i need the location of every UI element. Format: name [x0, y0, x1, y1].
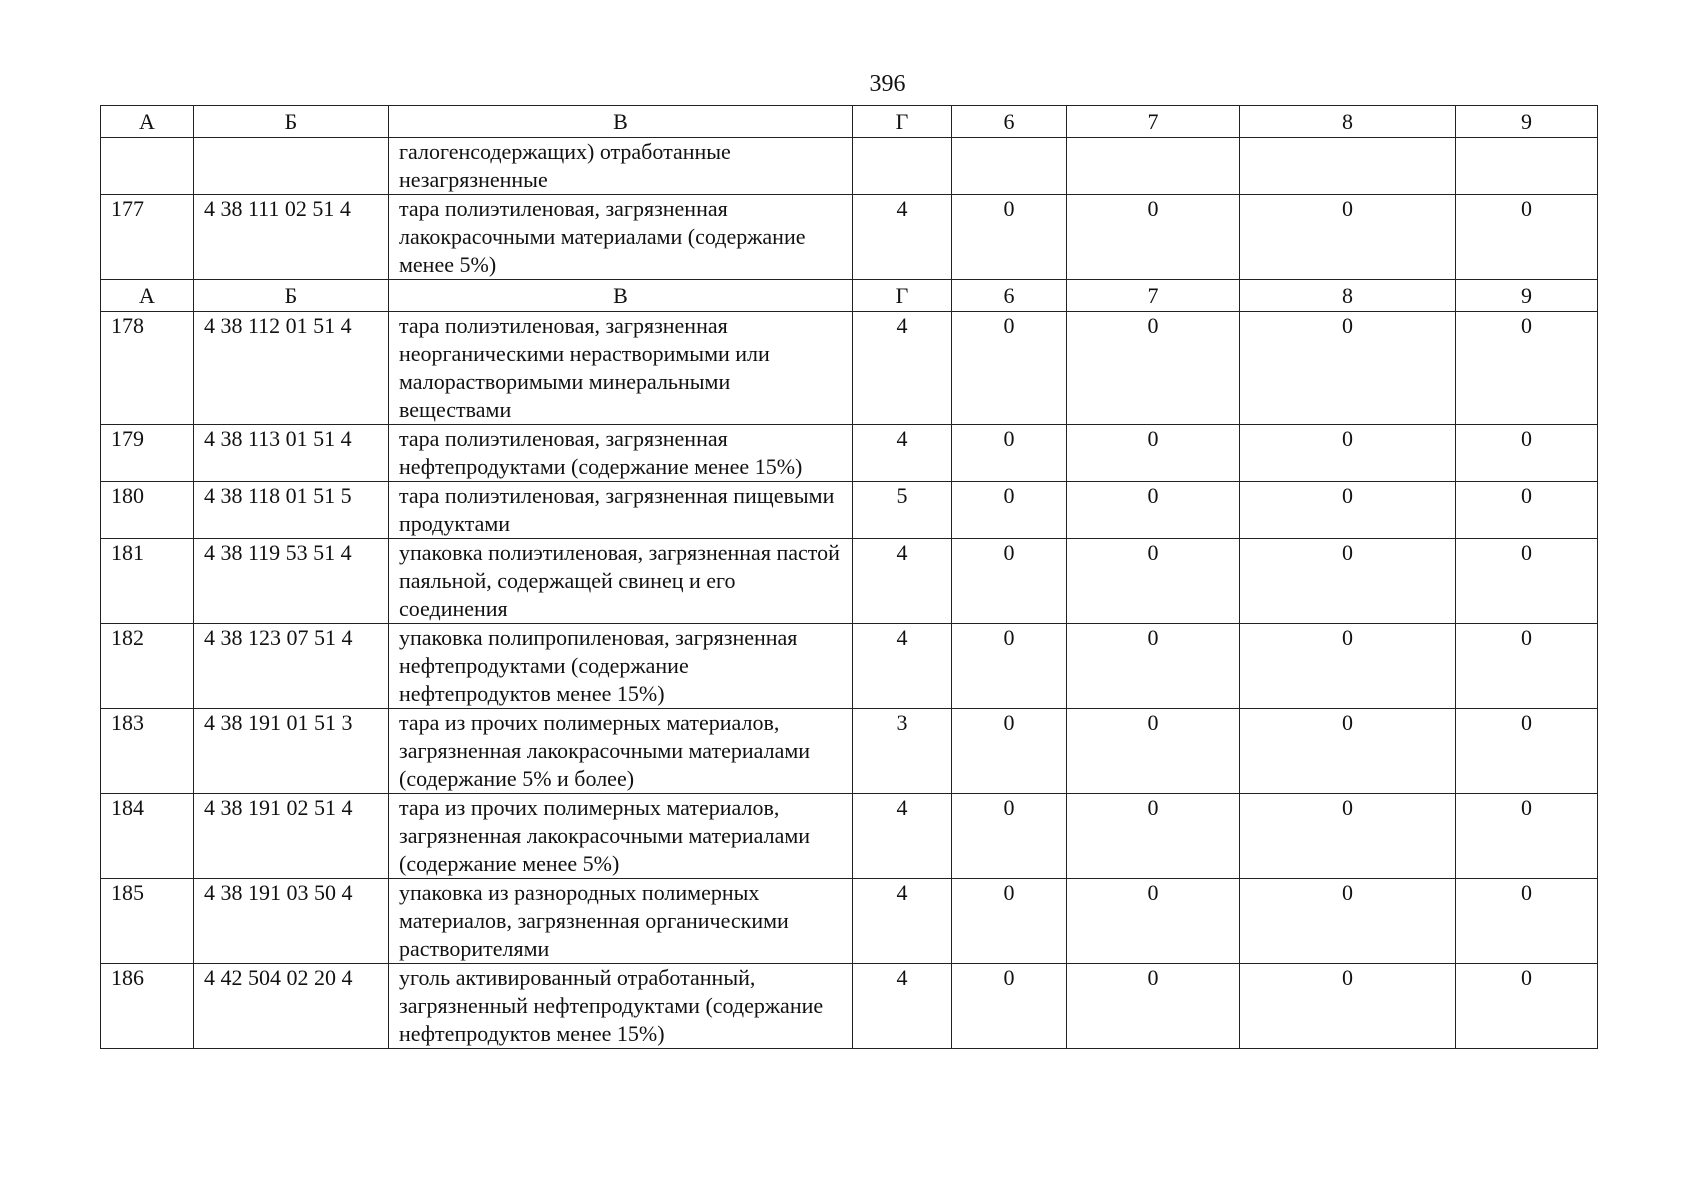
value-col-6 — [952, 138, 1067, 195]
value-col-7: 0 — [1067, 624, 1240, 709]
row-number: 177 — [101, 195, 194, 280]
waste-code: 4 38 123 07 51 4 — [194, 624, 389, 709]
waste-code — [194, 138, 389, 195]
value-col-7: 0 — [1067, 482, 1240, 539]
column-header: 6 — [952, 106, 1067, 138]
row-number — [101, 138, 194, 195]
waste-code: 4 38 118 01 51 5 — [194, 482, 389, 539]
value-col-6: 0 — [952, 539, 1067, 624]
value-col-8: 0 — [1240, 195, 1456, 280]
value-col-7: 0 — [1067, 539, 1240, 624]
column-header: Б — [194, 106, 389, 138]
row-number: 183 — [101, 709, 194, 794]
table-row — [101, 879, 1598, 964]
waste-description: тара из прочих полимерных материалов, загрязненная лакокрасочными материалами (содержание 5% и более) — [389, 709, 853, 794]
table-row — [101, 138, 1598, 195]
value-col-6: 0 — [952, 624, 1067, 709]
value-col-9: 0 — [1456, 195, 1598, 280]
waste-code: 4 42 504 02 20 4 — [194, 964, 389, 1049]
waste-description: тара полиэтиленовая, загрязненная нефтепродуктами (содержание менее 15%) — [389, 425, 853, 482]
waste-description: тара полиэтиленовая, загрязненная неорганическими нерастворимыми или малорастворимыми минеральными веществами — [389, 312, 853, 425]
value-col-9: 0 — [1456, 879, 1598, 964]
waste-code: 4 38 111 02 51 4 — [194, 195, 389, 280]
value-col-8: 0 — [1240, 879, 1456, 964]
value-col-9: 0 — [1456, 964, 1598, 1049]
value-col-8: 0 — [1240, 482, 1456, 539]
row-number: 181 — [101, 539, 194, 624]
value-col-6: 0 — [952, 964, 1067, 1049]
value-col-9: 0 — [1456, 624, 1598, 709]
column-header: В — [389, 280, 853, 312]
column-header: 9 — [1456, 106, 1598, 138]
page-number: 396 — [869, 71, 906, 97]
column-header: 8 — [1240, 280, 1456, 312]
column-header: А — [101, 106, 194, 138]
value-col-9: 0 — [1456, 312, 1598, 425]
value-col-8: 0 — [1240, 624, 1456, 709]
column-header: Г — [853, 280, 952, 312]
value-col-8: 0 — [1240, 964, 1456, 1049]
value-col-8: 0 — [1240, 312, 1456, 425]
value-col-7: 0 — [1067, 794, 1240, 879]
hazard-class: 4 — [853, 624, 952, 709]
hazard-class: 4 — [853, 879, 952, 964]
waste-description: уголь активированный отработанный, загрязненный нефтепродуктами (содержание нефтепродуктов менее 15%) — [389, 964, 853, 1049]
value-col-9: 0 — [1456, 794, 1598, 879]
column-header: 6 — [952, 280, 1067, 312]
waste-description: галогенсодержащих) отработанные незагрязненные — [389, 138, 853, 195]
column-header: 9 — [1456, 280, 1598, 312]
value-col-6: 0 — [952, 195, 1067, 280]
waste-description: тара из прочих полимерных материалов, загрязненная лакокрасочными материалами (содержание менее 5%) — [389, 794, 853, 879]
hazard-class: 5 — [853, 482, 952, 539]
value-col-7: 0 — [1067, 312, 1240, 425]
value-col-6: 0 — [952, 482, 1067, 539]
value-col-6: 0 — [952, 709, 1067, 794]
value-col-7: 0 — [1067, 709, 1240, 794]
table-body — [101, 106, 1598, 1049]
column-header: 7 — [1067, 280, 1240, 312]
table-row — [101, 624, 1598, 709]
waste-code: 4 38 191 02 51 4 — [194, 794, 389, 879]
hazard-class: 4 — [853, 425, 952, 482]
value-col-6: 0 — [952, 794, 1067, 879]
row-number: 180 — [101, 482, 194, 539]
value-col-7 — [1067, 138, 1240, 195]
column-header: 8 — [1240, 106, 1456, 138]
hazard-class: 4 — [853, 964, 952, 1049]
waste-code: 4 38 191 03 50 4 — [194, 879, 389, 964]
value-col-6: 0 — [952, 879, 1067, 964]
waste-description: тара полиэтиленовая, загрязненная лакокрасочными материалами (содержание менее 5%) — [389, 195, 853, 280]
repeated-header-row — [101, 280, 1598, 312]
value-col-6: 0 — [952, 312, 1067, 425]
waste-description: упаковка полиэтиленовая, загрязненная пастой паяльной, содержащей свинец и его соединения — [389, 539, 853, 624]
waste-code: 4 38 112 01 51 4 — [194, 312, 389, 425]
value-col-9: 0 — [1456, 482, 1598, 539]
column-header: В — [389, 106, 853, 138]
value-col-8: 0 — [1240, 709, 1456, 794]
hazard-class: 4 — [853, 195, 952, 280]
waste-code: 4 38 113 01 51 4 — [194, 425, 389, 482]
table-row — [101, 482, 1598, 539]
waste-description: упаковка из разнородных полимерных материалов, загрязненная органическими растворителями — [389, 879, 853, 964]
table-row — [101, 794, 1598, 879]
value-col-7: 0 — [1067, 195, 1240, 280]
hazard-class: 4 — [853, 312, 952, 425]
column-header-row — [101, 106, 1598, 138]
waste-description: тара полиэтиленовая, загрязненная пищевыми продуктами — [389, 482, 853, 539]
column-header: 7 — [1067, 106, 1240, 138]
column-header: А — [101, 280, 194, 312]
value-col-6: 0 — [952, 425, 1067, 482]
value-col-9: 0 — [1456, 709, 1598, 794]
table-row — [101, 539, 1598, 624]
value-col-8: 0 — [1240, 425, 1456, 482]
waste-code: 4 38 191 01 51 3 — [194, 709, 389, 794]
hazard-class: 4 — [853, 794, 952, 879]
value-col-7: 0 — [1067, 425, 1240, 482]
table-row — [101, 195, 1598, 280]
hazard-class: 4 — [853, 539, 952, 624]
waste-description: упаковка полипропиленовая, загрязненная нефтепродуктами (содержание нефтепродуктов менее 15%) — [389, 624, 853, 709]
waste-code: 4 38 119 53 51 4 — [194, 539, 389, 624]
value-col-7: 0 — [1067, 879, 1240, 964]
table-row — [101, 425, 1598, 482]
row-number: 178 — [101, 312, 194, 425]
value-col-9 — [1456, 138, 1598, 195]
value-col-9: 0 — [1456, 425, 1598, 482]
value-col-8: 0 — [1240, 794, 1456, 879]
table-row — [101, 312, 1598, 425]
value-col-7: 0 — [1067, 964, 1240, 1049]
row-number: 186 — [101, 964, 194, 1049]
hazard-class: 3 — [853, 709, 952, 794]
hazard-class — [853, 138, 952, 195]
value-col-8 — [1240, 138, 1456, 195]
column-header: Г — [853, 106, 952, 138]
row-number: 179 — [101, 425, 194, 482]
table-row — [101, 964, 1598, 1049]
row-number: 184 — [101, 794, 194, 879]
row-number: 182 — [101, 624, 194, 709]
table-row — [101, 709, 1598, 794]
value-col-8: 0 — [1240, 539, 1456, 624]
column-header: Б — [194, 280, 389, 312]
value-col-9: 0 — [1456, 539, 1598, 624]
waste-classification-table — [100, 105, 1598, 1049]
row-number: 185 — [101, 879, 194, 964]
